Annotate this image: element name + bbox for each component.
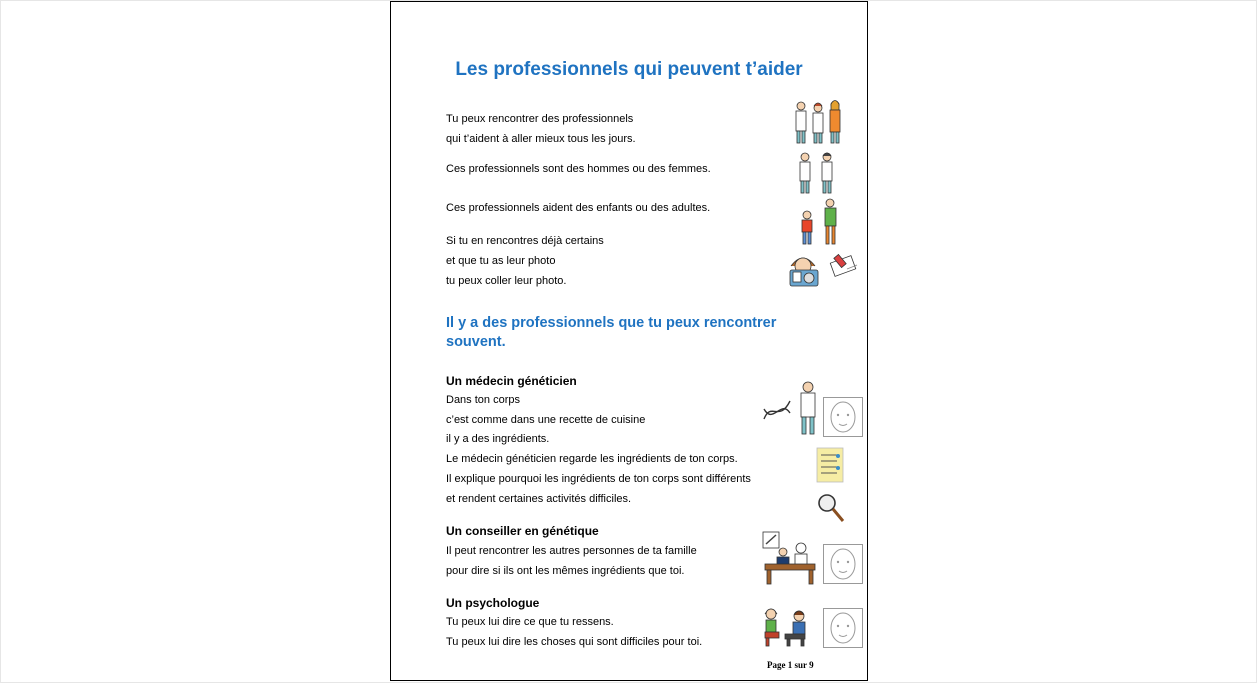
professional-line: Il peut rencontrer les autres personnes de ta famille [446,545,697,557]
glue-icon [829,249,863,281]
doctor-icon [795,380,821,436]
professional-line: Il explique pourquoi les ingrédients de ton corps sont différents [446,473,751,485]
intro-line: Ces professionnels aident des enfants ou des adultes. [446,202,711,214]
document-page [390,1,868,681]
photo-camera-icon [787,252,821,288]
dna-icon [761,395,793,425]
professional-line: c’est comme dans une recette de cuisine [446,414,646,426]
intro-line: qui t’aident à aller mieux tous les jours. [446,133,636,145]
genetic-counselor-icon [761,530,817,586]
section-title-line: Il y a des professionnels que tu peux rencontrer [446,315,777,331]
magnifier-icon [816,492,846,524]
professional-heading: Un psychologue [446,596,540,610]
intro-line: Si tu en rencontres déjà certains [446,235,604,247]
intro-line: et que tu as leur photo [446,255,556,267]
professional-line: pour dire si ils ont les mêmes ingrédients que toi. [446,565,685,577]
intro-line: Tu peux rencontrer des professionnels [446,113,634,125]
professional-heading: Un conseiller en génétique [446,524,599,538]
psychologist-icon [763,604,813,648]
page-title: Les professionnels qui peuvent t’aider [455,59,803,80]
checklist-icon [815,447,845,483]
professional-line: Le médecin généticien regarde les ingrédients de ton corps. [446,453,738,465]
professionals-group-icon [791,99,847,147]
professional-heading: Un médecin généticien [446,374,577,388]
professional-line: Dans ton corps [446,394,520,406]
page-number: Page 1 sur 9 [767,660,814,670]
face-photo-placeholder-icon [823,544,863,584]
professional-line: Tu peux lui dire les choses qui sont difficiles pour toi. [446,636,703,648]
intro-line: tu peux coller leur photo. [446,275,567,287]
child-adult-icon [795,197,843,247]
man-woman-doctors-icon [795,151,841,195]
face-photo-placeholder-icon [823,608,863,648]
face-photo-placeholder-icon [823,397,863,437]
section-title-line: souvent. [446,334,506,350]
professional-line: Tu peux lui dire ce que tu ressens. [446,616,614,628]
professional-line: et rendent certaines activités difficiles. [446,493,632,505]
intro-line: Ces professionnels sont des hommes ou des femmes. [446,163,711,175]
professional-line: il y a des ingrédients. [446,433,550,445]
